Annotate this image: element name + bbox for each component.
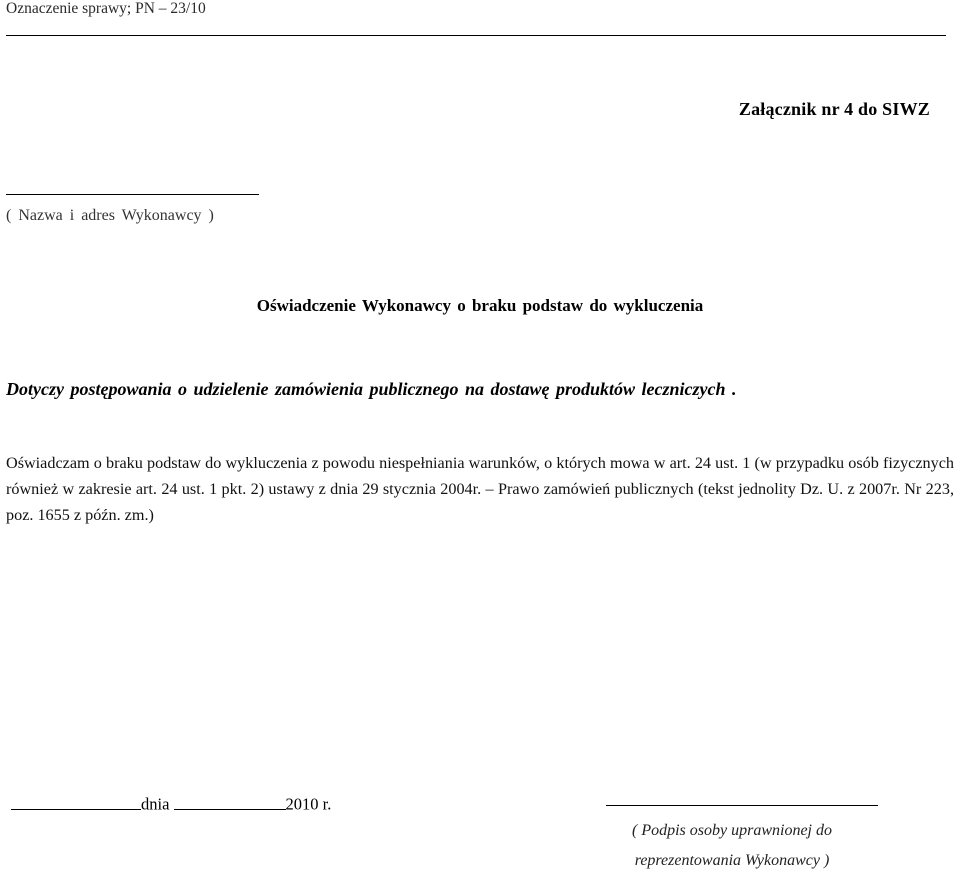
document-title: Oświadczenie Wykonawcy o braku podstaw do wykluczenia bbox=[256, 296, 704, 315]
year-label: 2010 r. bbox=[285, 794, 332, 814]
date-blank bbox=[174, 792, 286, 810]
signature-caption-line-1: ( Podpis osoby uprawnionej do bbox=[632, 822, 832, 839]
signature-caption bbox=[612, 816, 852, 876]
signature-caption-line-2: reprezentowania Wykonawcy ) bbox=[634, 852, 830, 869]
contractor-name-blank-line bbox=[6, 194, 259, 195]
date-line bbox=[11, 792, 331, 815]
statement-paragraph: Oświadczam o braku podstaw do wykluczenia z powodu niespełniania warunków, o których mowa w art. 24 ust. 1 (w przypadku osób fizycznych również w zakresie art. 24 ust. 1 pkt. 2) ustawy z dnia 29 stycznia 2004r. – Prawo zamówień publicznych (tekst jednolity Dz. U. z 2007r. Nr 223, poz. 1655 z późn. zm.) bbox=[6, 454, 954, 524]
place-blank bbox=[11, 792, 141, 810]
date-label: dnia bbox=[141, 794, 170, 814]
signature-blank-line bbox=[606, 805, 878, 806]
header-divider bbox=[6, 35, 946, 36]
annex-label: Załącznik nr 4 do SIWZ bbox=[738, 99, 930, 119]
case-reference: Oznaczenie sprawy; PN – 23/10 bbox=[6, 0, 206, 17]
proceedings-subject: Dotyczy postępowania o udzielenie zamówienia publicznego na dostawę produktów leczniczych . bbox=[6, 379, 737, 399]
contractor-name-caption: ( Nazwa i adres Wykonawcy ) bbox=[6, 207, 214, 224]
